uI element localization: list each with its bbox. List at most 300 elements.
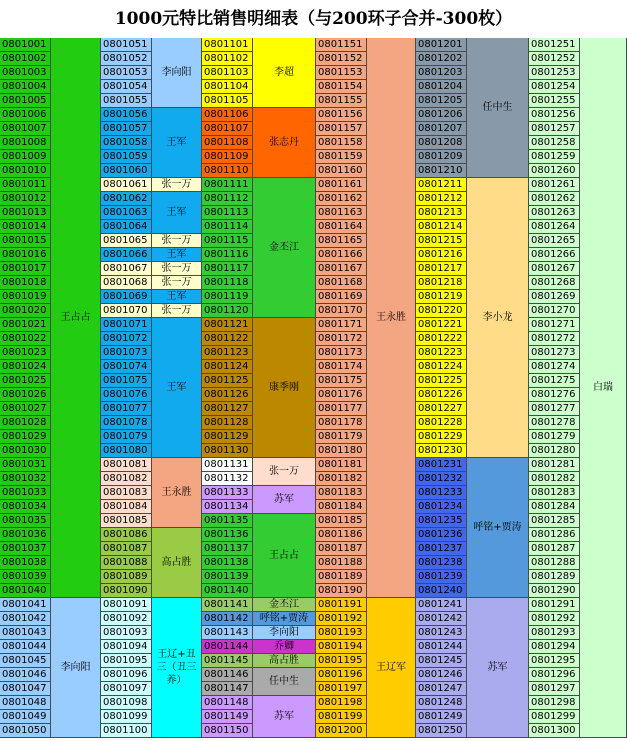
code-cell[interactable]: 0801025 bbox=[0, 374, 51, 388]
code-cell[interactable]: 0801200 bbox=[316, 724, 367, 738]
code-cell[interactable]: 0801287 bbox=[529, 542, 580, 556]
code-cell[interactable]: 0801120 bbox=[202, 304, 253, 318]
code-cell[interactable]: 0801247 bbox=[416, 682, 467, 696]
code-cell[interactable]: 0801082 bbox=[101, 472, 152, 486]
code-cell[interactable]: 0801187 bbox=[316, 542, 367, 556]
code-cell[interactable]: 0801191 bbox=[316, 598, 367, 612]
code-cell[interactable]: 0801068 bbox=[101, 276, 152, 290]
code-cell[interactable]: 0801285 bbox=[529, 514, 580, 528]
code-cell[interactable]: 0801276 bbox=[529, 388, 580, 402]
seller-name-cell[interactable]: 李向阳 bbox=[51, 598, 101, 738]
code-cell[interactable]: 0801238 bbox=[416, 556, 467, 570]
code-cell[interactable]: 0801295 bbox=[529, 654, 580, 668]
code-cell[interactable]: 0801284 bbox=[529, 500, 580, 514]
seller-name-cell[interactable]: 王军 bbox=[152, 248, 202, 262]
code-cell[interactable]: 0801267 bbox=[529, 262, 580, 276]
seller-name-cell[interactable]: 呼铭+贾涛 bbox=[253, 612, 316, 626]
code-cell[interactable]: 0801222 bbox=[416, 332, 467, 346]
code-cell[interactable]: 0801092 bbox=[101, 612, 152, 626]
code-cell[interactable]: 0801106 bbox=[202, 108, 253, 122]
code-cell[interactable]: 0801083 bbox=[101, 486, 152, 500]
code-cell[interactable]: 0801040 bbox=[0, 584, 51, 598]
seller-name-cell[interactable]: 王永胜 bbox=[367, 38, 416, 598]
code-cell[interactable]: 0801056 bbox=[101, 108, 152, 122]
code-cell[interactable]: 0801084 bbox=[101, 500, 152, 514]
code-cell[interactable]: 0801103 bbox=[202, 66, 253, 80]
code-cell[interactable]: 0801100 bbox=[101, 724, 152, 738]
code-cell[interactable]: 0801258 bbox=[529, 136, 580, 150]
code-cell[interactable]: 0801211 bbox=[416, 178, 467, 192]
code-cell[interactable]: 0801178 bbox=[316, 416, 367, 430]
seller-name-cell[interactable]: 白瑞 bbox=[580, 38, 627, 738]
code-cell[interactable]: 0801232 bbox=[416, 472, 467, 486]
code-cell[interactable]: 0801162 bbox=[316, 192, 367, 206]
code-cell[interactable]: 0801165 bbox=[316, 234, 367, 248]
code-cell[interactable]: 0801212 bbox=[416, 192, 467, 206]
code-cell[interactable]: 0801195 bbox=[316, 654, 367, 668]
code-cell[interactable]: 0801072 bbox=[101, 332, 152, 346]
code-cell[interactable]: 0801136 bbox=[202, 528, 253, 542]
code-cell[interactable]: 0801160 bbox=[316, 164, 367, 178]
code-cell[interactable]: 0801158 bbox=[316, 136, 367, 150]
seller-name-cell[interactable]: 张一万 bbox=[152, 178, 202, 192]
code-cell[interactable]: 0801006 bbox=[0, 108, 51, 122]
code-cell[interactable]: 0801186 bbox=[316, 528, 367, 542]
code-cell[interactable]: 0801135 bbox=[202, 514, 253, 528]
code-cell[interactable]: 0801278 bbox=[529, 416, 580, 430]
code-cell[interactable]: 0801090 bbox=[101, 584, 152, 598]
code-cell[interactable]: 0801175 bbox=[316, 374, 367, 388]
code-cell[interactable]: 0801088 bbox=[101, 556, 152, 570]
code-cell[interactable]: 0801066 bbox=[101, 248, 152, 262]
code-cell[interactable]: 0801110 bbox=[202, 164, 253, 178]
code-cell[interactable]: 0801080 bbox=[101, 444, 152, 458]
code-cell[interactable]: 0801190 bbox=[316, 584, 367, 598]
code-cell[interactable]: 0801296 bbox=[529, 668, 580, 682]
code-cell[interactable]: 0801240 bbox=[416, 584, 467, 598]
code-cell[interactable]: 0801163 bbox=[316, 206, 367, 220]
seller-name-cell[interactable]: 王辽+丑三（丑三养） bbox=[152, 598, 202, 738]
code-cell[interactable]: 0801070 bbox=[101, 304, 152, 318]
code-cell[interactable]: 0801244 bbox=[416, 640, 467, 654]
code-cell[interactable]: 0801233 bbox=[416, 486, 467, 500]
code-cell[interactable]: 0801294 bbox=[529, 640, 580, 654]
code-cell[interactable]: 0801183 bbox=[316, 486, 367, 500]
code-cell[interactable]: 0801003 bbox=[0, 66, 51, 80]
seller-name-cell[interactable]: 李超 bbox=[253, 38, 316, 108]
code-cell[interactable]: 0801248 bbox=[416, 696, 467, 710]
code-cell[interactable]: 0801141 bbox=[202, 598, 253, 612]
code-cell[interactable]: 0801249 bbox=[416, 710, 467, 724]
code-cell[interactable]: 0801095 bbox=[101, 654, 152, 668]
code-cell[interactable]: 0801174 bbox=[316, 360, 367, 374]
code-cell[interactable]: 0801250 bbox=[416, 724, 467, 738]
code-cell[interactable]: 0801037 bbox=[0, 542, 51, 556]
code-cell[interactable]: 0801053 bbox=[101, 66, 152, 80]
code-cell[interactable]: 0801057 bbox=[101, 122, 152, 136]
code-cell[interactable]: 0801164 bbox=[316, 220, 367, 234]
code-cell[interactable]: 0801155 bbox=[316, 94, 367, 108]
code-cell[interactable]: 0801179 bbox=[316, 430, 367, 444]
code-cell[interactable]: 0801204 bbox=[416, 80, 467, 94]
seller-name-cell[interactable]: 金丕江 bbox=[253, 598, 316, 612]
code-cell[interactable]: 0801102 bbox=[202, 52, 253, 66]
code-cell[interactable]: 0801087 bbox=[101, 542, 152, 556]
code-cell[interactable]: 0801154 bbox=[316, 80, 367, 94]
code-cell[interactable]: 0801201 bbox=[416, 38, 467, 52]
code-cell[interactable]: 0801008 bbox=[0, 136, 51, 150]
code-cell[interactable]: 0801076 bbox=[101, 388, 152, 402]
code-cell[interactable]: 0801149 bbox=[202, 710, 253, 724]
code-cell[interactable]: 0801229 bbox=[416, 430, 467, 444]
code-cell[interactable]: 0801114 bbox=[202, 220, 253, 234]
seller-name-cell[interactable]: 李向阳 bbox=[152, 38, 202, 108]
seller-name-cell[interactable]: 张一万 bbox=[152, 234, 202, 248]
code-cell[interactable]: 0801214 bbox=[416, 220, 467, 234]
code-cell[interactable]: 0801019 bbox=[0, 290, 51, 304]
code-cell[interactable]: 0801279 bbox=[529, 430, 580, 444]
code-cell[interactable]: 0801231 bbox=[416, 458, 467, 472]
code-cell[interactable]: 0801044 bbox=[0, 640, 51, 654]
code-cell[interactable]: 0801134 bbox=[202, 500, 253, 514]
code-cell[interactable]: 0801235 bbox=[416, 514, 467, 528]
code-cell[interactable]: 0801218 bbox=[416, 276, 467, 290]
code-cell[interactable]: 0801043 bbox=[0, 626, 51, 640]
code-cell[interactable]: 0801256 bbox=[529, 108, 580, 122]
code-cell[interactable]: 0801234 bbox=[416, 500, 467, 514]
code-cell[interactable]: 0801254 bbox=[529, 80, 580, 94]
code-cell[interactable]: 0801290 bbox=[529, 584, 580, 598]
code-cell[interactable]: 0801002 bbox=[0, 52, 51, 66]
code-cell[interactable]: 0801283 bbox=[529, 486, 580, 500]
seller-name-cell[interactable]: 王占占 bbox=[51, 38, 101, 598]
code-cell[interactable]: 0801035 bbox=[0, 514, 51, 528]
code-cell[interactable]: 0801210 bbox=[416, 164, 467, 178]
code-cell[interactable]: 0801038 bbox=[0, 556, 51, 570]
code-cell[interactable]: 0801180 bbox=[316, 444, 367, 458]
code-cell[interactable]: 0801113 bbox=[202, 206, 253, 220]
code-cell[interactable]: 0801206 bbox=[416, 108, 467, 122]
code-cell[interactable]: 0801205 bbox=[416, 94, 467, 108]
code-cell[interactable]: 0801052 bbox=[101, 52, 152, 66]
code-cell[interactable]: 0801126 bbox=[202, 388, 253, 402]
code-cell[interactable]: 0801118 bbox=[202, 276, 253, 290]
code-cell[interactable]: 0801230 bbox=[416, 444, 467, 458]
code-cell[interactable]: 0801273 bbox=[529, 346, 580, 360]
code-cell[interactable]: 0801096 bbox=[101, 668, 152, 682]
code-cell[interactable]: 0801065 bbox=[101, 234, 152, 248]
code-cell[interactable]: 0801061 bbox=[101, 178, 152, 192]
code-cell[interactable]: 0801286 bbox=[529, 528, 580, 542]
code-cell[interactable]: 0801142 bbox=[202, 612, 253, 626]
code-cell[interactable]: 0801184 bbox=[316, 500, 367, 514]
code-cell[interactable]: 0801073 bbox=[101, 346, 152, 360]
code-cell[interactable]: 0801197 bbox=[316, 682, 367, 696]
code-cell[interactable]: 0801004 bbox=[0, 80, 51, 94]
code-cell[interactable]: 0801036 bbox=[0, 528, 51, 542]
seller-name-cell[interactable]: 高占胜 bbox=[253, 654, 316, 668]
code-cell[interactable]: 0801161 bbox=[316, 178, 367, 192]
code-cell[interactable]: 0801265 bbox=[529, 234, 580, 248]
seller-name-cell[interactable]: 呼铭+贾涛 bbox=[467, 458, 529, 598]
code-cell[interactable]: 0801223 bbox=[416, 346, 467, 360]
code-cell[interactable]: 0801026 bbox=[0, 388, 51, 402]
code-cell[interactable]: 0801133 bbox=[202, 486, 253, 500]
code-cell[interactable]: 0801241 bbox=[416, 598, 467, 612]
code-cell[interactable]: 0801091 bbox=[101, 598, 152, 612]
code-cell[interactable]: 0801077 bbox=[101, 402, 152, 416]
code-cell[interactable]: 0801121 bbox=[202, 318, 253, 332]
seller-name-cell[interactable]: 王军 bbox=[152, 290, 202, 304]
code-cell[interactable]: 0801097 bbox=[101, 682, 152, 696]
seller-name-cell[interactable]: 任中生 bbox=[253, 668, 316, 696]
code-cell[interactable]: 0801094 bbox=[101, 640, 152, 654]
code-cell[interactable]: 0801021 bbox=[0, 318, 51, 332]
code-cell[interactable]: 0801058 bbox=[101, 136, 152, 150]
code-cell[interactable]: 0801268 bbox=[529, 276, 580, 290]
code-cell[interactable]: 0801280 bbox=[529, 444, 580, 458]
code-cell[interactable]: 0801016 bbox=[0, 248, 51, 262]
code-cell[interactable]: 0801189 bbox=[316, 570, 367, 584]
code-cell[interactable]: 0801209 bbox=[416, 150, 467, 164]
code-cell[interactable]: 0801123 bbox=[202, 346, 253, 360]
seller-name-cell[interactable]: 王军 bbox=[152, 192, 202, 234]
code-cell[interactable]: 0801266 bbox=[529, 248, 580, 262]
seller-name-cell[interactable]: 李向阳 bbox=[253, 626, 316, 640]
code-cell[interactable]: 0801282 bbox=[529, 472, 580, 486]
code-cell[interactable]: 0801262 bbox=[529, 192, 580, 206]
code-cell[interactable]: 0801148 bbox=[202, 696, 253, 710]
code-cell[interactable]: 0801107 bbox=[202, 122, 253, 136]
code-cell[interactable]: 0801156 bbox=[316, 108, 367, 122]
code-cell[interactable]: 0801059 bbox=[101, 150, 152, 164]
code-cell[interactable]: 0801245 bbox=[416, 654, 467, 668]
code-cell[interactable]: 0801031 bbox=[0, 458, 51, 472]
code-cell[interactable]: 0801260 bbox=[529, 164, 580, 178]
code-cell[interactable]: 0801001 bbox=[0, 38, 51, 52]
code-cell[interactable]: 0801277 bbox=[529, 402, 580, 416]
code-cell[interactable]: 0801224 bbox=[416, 360, 467, 374]
code-cell[interactable]: 0801208 bbox=[416, 136, 467, 150]
seller-name-cell[interactable]: 任中生 bbox=[467, 38, 529, 178]
seller-name-cell[interactable]: 王永胜 bbox=[152, 458, 202, 528]
code-cell[interactable]: 0801131 bbox=[202, 458, 253, 472]
seller-name-cell[interactable]: 王军 bbox=[152, 108, 202, 178]
code-cell[interactable]: 0801048 bbox=[0, 696, 51, 710]
code-cell[interactable]: 0801047 bbox=[0, 682, 51, 696]
code-cell[interactable]: 0801167 bbox=[316, 262, 367, 276]
code-cell[interactable]: 0801171 bbox=[316, 318, 367, 332]
code-cell[interactable]: 0801288 bbox=[529, 556, 580, 570]
code-cell[interactable]: 0801098 bbox=[101, 696, 152, 710]
code-cell[interactable]: 0801251 bbox=[529, 38, 580, 52]
code-cell[interactable]: 0801207 bbox=[416, 122, 467, 136]
code-cell[interactable]: 0801062 bbox=[101, 192, 152, 206]
code-cell[interactable]: 0801028 bbox=[0, 416, 51, 430]
code-cell[interactable]: 0801176 bbox=[316, 388, 367, 402]
seller-name-cell[interactable]: 金丕江 bbox=[253, 178, 316, 318]
code-cell[interactable]: 0801032 bbox=[0, 472, 51, 486]
code-cell[interactable]: 0801275 bbox=[529, 374, 580, 388]
code-cell[interactable]: 0801292 bbox=[529, 612, 580, 626]
code-cell[interactable]: 0801010 bbox=[0, 164, 51, 178]
seller-name-cell[interactable]: 张一万 bbox=[152, 262, 202, 276]
code-cell[interactable]: 0801202 bbox=[416, 52, 467, 66]
code-cell[interactable]: 0801259 bbox=[529, 150, 580, 164]
code-cell[interactable]: 0801168 bbox=[316, 276, 367, 290]
code-cell[interactable]: 0801188 bbox=[316, 556, 367, 570]
code-cell[interactable]: 0801079 bbox=[101, 430, 152, 444]
code-cell[interactable]: 0801182 bbox=[316, 472, 367, 486]
code-cell[interactable]: 0801115 bbox=[202, 234, 253, 248]
code-cell[interactable]: 0801264 bbox=[529, 220, 580, 234]
code-cell[interactable]: 0801064 bbox=[101, 220, 152, 234]
code-cell[interactable]: 0801075 bbox=[101, 374, 152, 388]
code-cell[interactable]: 0801193 bbox=[316, 626, 367, 640]
code-cell[interactable]: 0801128 bbox=[202, 416, 253, 430]
code-cell[interactable]: 0801078 bbox=[101, 416, 152, 430]
code-cell[interactable]: 0801014 bbox=[0, 220, 51, 234]
code-cell[interactable]: 0801005 bbox=[0, 94, 51, 108]
code-cell[interactable]: 0801252 bbox=[529, 52, 580, 66]
code-cell[interactable]: 0801236 bbox=[416, 528, 467, 542]
code-cell[interactable]: 0801108 bbox=[202, 136, 253, 150]
code-cell[interactable]: 0801007 bbox=[0, 122, 51, 136]
code-cell[interactable]: 0801269 bbox=[529, 290, 580, 304]
code-cell[interactable]: 0801157 bbox=[316, 122, 367, 136]
code-cell[interactable]: 0801239 bbox=[416, 570, 467, 584]
code-cell[interactable]: 0801198 bbox=[316, 696, 367, 710]
code-cell[interactable]: 0801196 bbox=[316, 668, 367, 682]
code-cell[interactable]: 0801170 bbox=[316, 304, 367, 318]
seller-name-cell[interactable]: 王占占 bbox=[253, 514, 316, 598]
code-cell[interactable]: 0801138 bbox=[202, 556, 253, 570]
code-cell[interactable]: 0801081 bbox=[101, 458, 152, 472]
code-cell[interactable]: 0801071 bbox=[101, 318, 152, 332]
code-cell[interactable]: 0801130 bbox=[202, 444, 253, 458]
code-cell[interactable]: 0801119 bbox=[202, 290, 253, 304]
code-cell[interactable]: 0801137 bbox=[202, 542, 253, 556]
code-cell[interactable]: 0801270 bbox=[529, 304, 580, 318]
code-cell[interactable]: 0801041 bbox=[0, 598, 51, 612]
code-cell[interactable]: 0801012 bbox=[0, 192, 51, 206]
code-cell[interactable]: 0801129 bbox=[202, 430, 253, 444]
code-cell[interactable]: 0801219 bbox=[416, 290, 467, 304]
code-cell[interactable]: 0801272 bbox=[529, 332, 580, 346]
code-cell[interactable]: 0801051 bbox=[101, 38, 152, 52]
code-cell[interactable]: 0801226 bbox=[416, 388, 467, 402]
code-cell[interactable]: 0801293 bbox=[529, 626, 580, 640]
code-cell[interactable]: 0801139 bbox=[202, 570, 253, 584]
code-cell[interactable]: 0801111 bbox=[202, 178, 253, 192]
code-cell[interactable]: 0801274 bbox=[529, 360, 580, 374]
code-cell[interactable]: 0801049 bbox=[0, 710, 51, 724]
code-cell[interactable]: 0801221 bbox=[416, 318, 467, 332]
code-cell[interactable]: 0801124 bbox=[202, 360, 253, 374]
code-cell[interactable]: 0801042 bbox=[0, 612, 51, 626]
code-cell[interactable]: 0801101 bbox=[202, 38, 253, 52]
code-cell[interactable]: 0801166 bbox=[316, 248, 367, 262]
seller-name-cell[interactable]: 苏军 bbox=[253, 486, 316, 514]
code-cell[interactable]: 0801046 bbox=[0, 668, 51, 682]
code-cell[interactable]: 0801152 bbox=[316, 52, 367, 66]
code-cell[interactable]: 0801298 bbox=[529, 696, 580, 710]
code-cell[interactable]: 0801140 bbox=[202, 584, 253, 598]
code-cell[interactable]: 0801074 bbox=[101, 360, 152, 374]
code-cell[interactable]: 0801199 bbox=[316, 710, 367, 724]
code-cell[interactable]: 0801145 bbox=[202, 654, 253, 668]
seller-name-cell[interactable]: 乔卿 bbox=[253, 640, 316, 654]
code-cell[interactable]: 0801255 bbox=[529, 94, 580, 108]
seller-name-cell[interactable]: 王军 bbox=[152, 318, 202, 458]
code-cell[interactable]: 0801203 bbox=[416, 66, 467, 80]
code-cell[interactable]: 0801257 bbox=[529, 122, 580, 136]
code-cell[interactable]: 0801216 bbox=[416, 248, 467, 262]
code-cell[interactable]: 0801085 bbox=[101, 514, 152, 528]
code-cell[interactable]: 0801063 bbox=[101, 206, 152, 220]
code-cell[interactable]: 0801192 bbox=[316, 612, 367, 626]
seller-name-cell[interactable]: 张一万 bbox=[152, 276, 202, 290]
code-cell[interactable]: 0801054 bbox=[101, 80, 152, 94]
code-cell[interactable]: 0801151 bbox=[316, 38, 367, 52]
code-cell[interactable]: 0801030 bbox=[0, 444, 51, 458]
code-cell[interactable]: 0801122 bbox=[202, 332, 253, 346]
code-cell[interactable]: 0801117 bbox=[202, 262, 253, 276]
code-cell[interactable]: 0801237 bbox=[416, 542, 467, 556]
code-cell[interactable]: 0801093 bbox=[101, 626, 152, 640]
code-cell[interactable]: 0801104 bbox=[202, 80, 253, 94]
code-cell[interactable]: 0801169 bbox=[316, 290, 367, 304]
code-cell[interactable]: 0801289 bbox=[529, 570, 580, 584]
code-cell[interactable]: 0801127 bbox=[202, 402, 253, 416]
code-cell[interactable]: 0801112 bbox=[202, 192, 253, 206]
code-cell[interactable]: 0801153 bbox=[316, 66, 367, 80]
code-cell[interactable]: 0801055 bbox=[101, 94, 152, 108]
code-cell[interactable]: 0801150 bbox=[202, 724, 253, 738]
code-cell[interactable]: 0801225 bbox=[416, 374, 467, 388]
code-cell[interactable]: 0801069 bbox=[101, 290, 152, 304]
code-cell[interactable]: 0801246 bbox=[416, 668, 467, 682]
seller-name-cell[interactable]: 王辽军 bbox=[367, 598, 416, 738]
code-cell[interactable]: 0801297 bbox=[529, 682, 580, 696]
seller-name-cell[interactable]: 李小龙 bbox=[467, 178, 529, 458]
code-cell[interactable]: 0801243 bbox=[416, 626, 467, 640]
code-cell[interactable]: 0801050 bbox=[0, 724, 51, 738]
code-cell[interactable]: 0801228 bbox=[416, 416, 467, 430]
seller-name-cell[interactable]: 张一万 bbox=[253, 458, 316, 486]
code-cell[interactable]: 0801033 bbox=[0, 486, 51, 500]
code-cell[interactable]: 0801022 bbox=[0, 332, 51, 346]
code-cell[interactable]: 0801099 bbox=[101, 710, 152, 724]
code-cell[interactable]: 0801213 bbox=[416, 206, 467, 220]
code-cell[interactable]: 0801185 bbox=[316, 514, 367, 528]
code-cell[interactable]: 0801039 bbox=[0, 570, 51, 584]
code-cell[interactable]: 0801271 bbox=[529, 318, 580, 332]
code-cell[interactable]: 0801144 bbox=[202, 640, 253, 654]
code-cell[interactable]: 0801027 bbox=[0, 402, 51, 416]
code-cell[interactable]: 0801159 bbox=[316, 150, 367, 164]
code-cell[interactable]: 0801109 bbox=[202, 150, 253, 164]
code-cell[interactable]: 0801034 bbox=[0, 500, 51, 514]
code-cell[interactable]: 0801143 bbox=[202, 626, 253, 640]
code-cell[interactable]: 0801017 bbox=[0, 262, 51, 276]
code-cell[interactable]: 0801181 bbox=[316, 458, 367, 472]
code-cell[interactable]: 0801217 bbox=[416, 262, 467, 276]
code-cell[interactable]: 0801215 bbox=[416, 234, 467, 248]
code-cell[interactable]: 0801242 bbox=[416, 612, 467, 626]
code-cell[interactable]: 0801281 bbox=[529, 458, 580, 472]
seller-name-cell[interactable]: 康季刚 bbox=[253, 318, 316, 458]
